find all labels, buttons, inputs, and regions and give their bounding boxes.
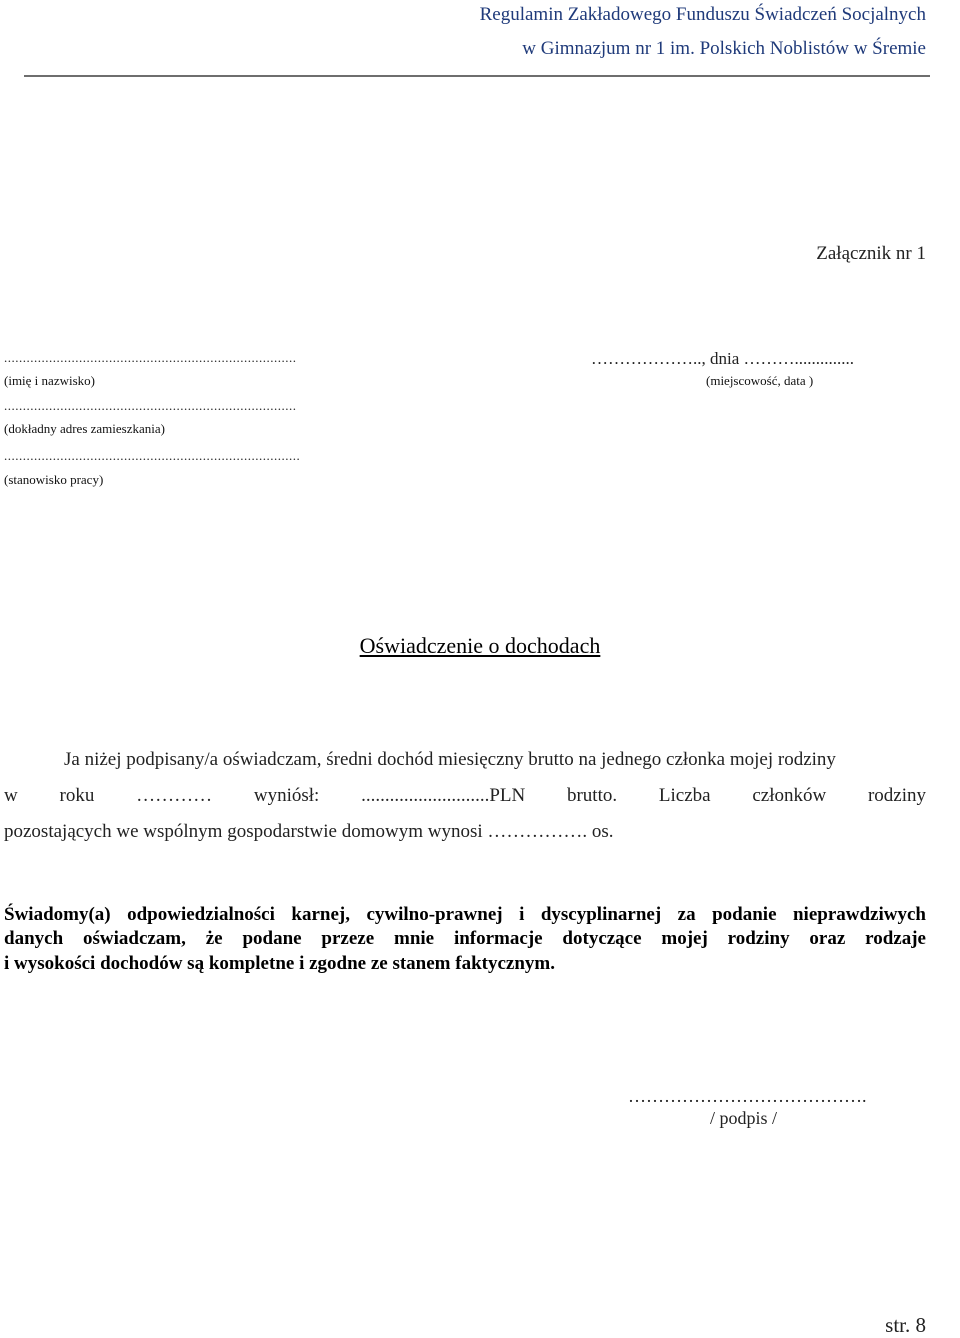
signature-dots: ………………………………….	[628, 1086, 867, 1106]
statement-line-1: Ja niżej podpisany/a oświadczam, średni dochód miesięczny brutto na jednego członka mojej rodziny	[64, 749, 836, 770]
address-field-label: (dokładny adres zamieszkania)	[4, 421, 165, 436]
name-field-dots: ..............................................................................	[4, 350, 297, 365]
declaration-line-1: Świadomy(a) odpowiedzialności karnej, cywilno-prawnej i dyscyplinarnej za podanie nieprawdziwych	[4, 904, 926, 925]
place-date-field-label: (miejscowość, data )	[706, 373, 814, 388]
declaration-line-2: danych oświadczam, że podane przeze mnie informacje dotyczące mojej rodziny oraz rodzaje	[4, 928, 926, 949]
attachment-label: Załącznik nr 1	[816, 243, 926, 264]
page-number: str. 8	[885, 1313, 926, 1337]
position-field-label: (stanowisko pracy)	[4, 472, 104, 487]
place-date-field-dots: ……………….., dnia ………..............	[591, 349, 855, 368]
document-title: Oświadczenie o dochodach	[359, 633, 601, 658]
signature-label: / podpis /	[710, 1108, 778, 1128]
statement-line-3: pozostających we wspólnym gospodarstwie domowym wynosi ……………. os.	[4, 821, 614, 842]
address-field-dots: ..............................................................................	[4, 398, 297, 413]
header-divider	[24, 75, 930, 77]
statement-line-2: w roku ………… wyniósł: ...........................PLN brutto. Liczba członków rodziny	[4, 785, 926, 806]
position-field-dots: ...............................................................................	[4, 448, 301, 463]
declaration-line-3: i wysokości dochodów są kompletne i zgodne ze stanem faktycznym.	[4, 953, 555, 974]
name-field-label: (imię i nazwisko)	[4, 373, 95, 388]
header-title-line1: Regulamin Zakładowego Funduszu Świadczeń Socjalnych	[479, 4, 926, 25]
header-title-line2: w Gimnazjum nr 1 im. Polskich Noblistów w Śremie	[522, 38, 926, 59]
